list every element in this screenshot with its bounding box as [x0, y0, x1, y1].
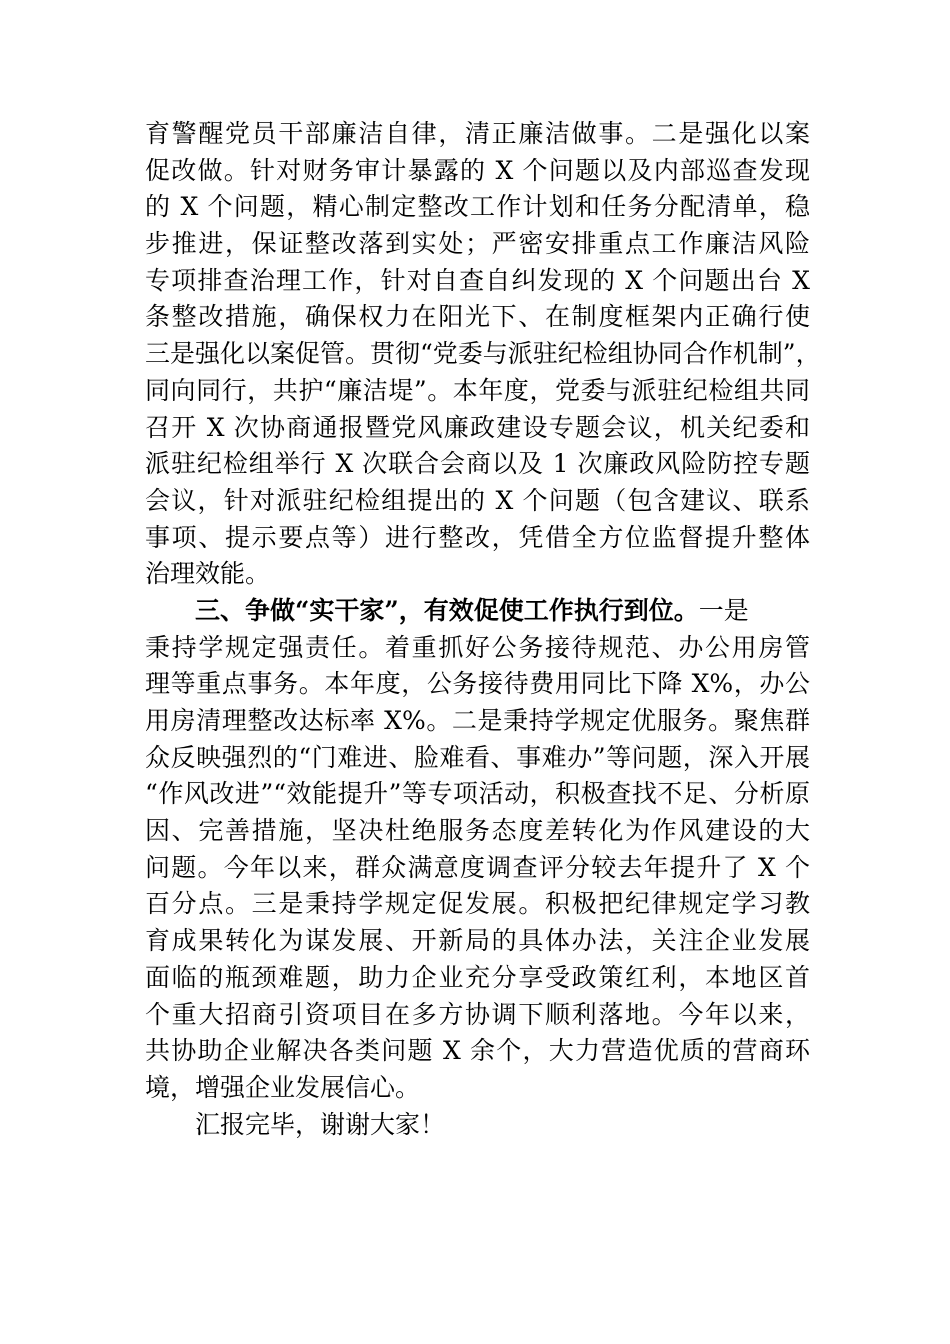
text-line: 境，增强企业发展信心。 [145, 1072, 421, 1102]
text-line: 召开 X 次协商通报暨党风廉政建设专题会议，机关纪委和 [145, 412, 810, 442]
text-line: 的 X 个问题，精心制定整改工作计划和任务分配清单，稳 [145, 192, 810, 222]
text-line: 三是强化以案促管。贯彻“党委与派驻纪检组协同合作机制”， [145, 339, 821, 369]
text-line: 问题。今年以来，群众满意度调查评分较去年提升了 X 个 [145, 852, 810, 882]
text-line: 同向同行，共护“廉洁堤”。本年度，党委与派驻纪检组共同 [145, 375, 810, 405]
text-line: 育警醒党员干部廉洁自律，清正廉洁做事。二是强化以案 [145, 119, 810, 148]
text-line: 育成果转化为谋发展、开新局的具体办法，关注企业发展 [145, 926, 810, 956]
text-line: 专项排查治理工作，针对自查自纠发现的 X 个问题出台 X [145, 265, 810, 295]
text-line: 促改做。针对财务审计暴露的 X 个问题以及内部巡查发现 [145, 155, 810, 185]
text-line: 用房清理整改达标率 X%。二是秉持学规定优服务。聚焦群 [145, 706, 810, 735]
text-line: 个重大招商引资项目在多方协调下顺利落地。今年以来， [145, 999, 810, 1029]
text-line: 条整改措施，确保权力在阳光下、在制度框架内正确行使 [145, 302, 810, 332]
section-heading-line [145, 593, 810, 630]
text-line: 共协助企业解决各类问题 X 余个，大力营造优质的营商环 [145, 1036, 810, 1066]
text-line: 理等重点事务。本年度，公务接待费用同比下降 X%，办公 [145, 669, 810, 699]
text-line: 百分点。三是秉持学规定促发展。积极把纪律规定学习教 [145, 889, 810, 919]
text-line: 秉持学规定强责任。着重抓好公务接待规范、办公用房管 [145, 632, 810, 662]
text-line: 派驻纪检组举行 X 次联合会商以及 1 次廉政风险防控专题 [145, 449, 810, 479]
text-run: 一是 [698, 595, 749, 625]
text-line: 因、完善措施，坚决杜绝服务态度差转化为作风建设的大 [145, 816, 810, 846]
text-line: 步推进，保证整改落到实处；严密安排重点工作廉洁风险 [145, 229, 810, 259]
text-line: 治理效能。 [145, 559, 271, 589]
section-heading: 三、争做“实干家”，有效促使工作执行到位。 [195, 595, 699, 625]
text-line: 面临的瓶颈难题，助力企业充分享受政策红利，本地区首 [145, 962, 810, 992]
text-line: 众反映强烈的“门难进、脸难看、事难办”等问题，深入开展 [145, 742, 810, 772]
text-line: 事项、提示要点等）进行整改，凭借全方位监督提升整体 [145, 522, 810, 552]
text-line: 会议，针对派驻纪检组提出的 X 个问题（包含建议、联系 [145, 485, 810, 515]
closing-line: 汇报完毕，谢谢大家！ [195, 1109, 446, 1139]
document-body [145, 116, 821, 1143]
text-line: “作风改进”“效能提升”等专项活动，积极查找不足、分析原 [145, 779, 810, 809]
